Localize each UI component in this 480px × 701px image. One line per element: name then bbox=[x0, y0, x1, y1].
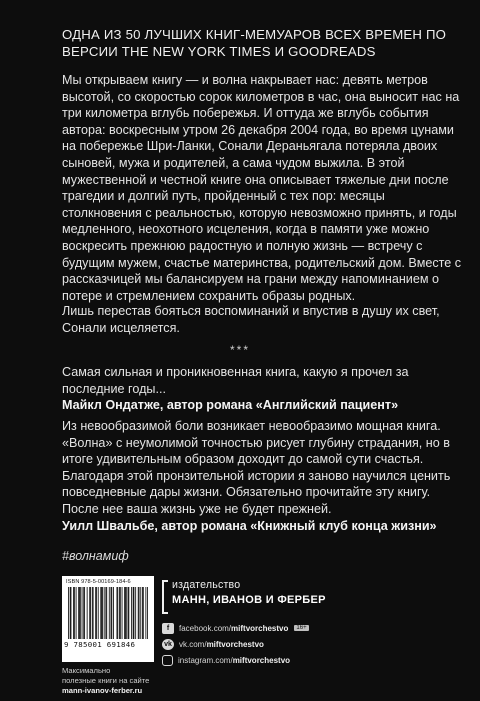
publisher-label: издательство bbox=[172, 579, 241, 591]
barcode-bar bbox=[68, 587, 69, 639]
barcode-bar bbox=[90, 587, 91, 639]
publisher-name: МАНН, ИВАНОВ И ФЕРБЕР bbox=[172, 594, 326, 606]
barcode-bar bbox=[79, 587, 80, 639]
review-quote bbox=[62, 364, 462, 414]
barcode-bar bbox=[145, 587, 146, 639]
barcode-bar bbox=[128, 587, 129, 639]
barcode-bar bbox=[109, 587, 110, 639]
barcode-bar bbox=[131, 587, 132, 639]
barcode-bar bbox=[100, 587, 101, 639]
social-domain: vk.com/ bbox=[179, 639, 207, 649]
barcode-bar bbox=[111, 587, 112, 639]
barcode-bar bbox=[140, 587, 141, 639]
barcode bbox=[62, 576, 154, 662]
hashtag: #волнамиф bbox=[62, 549, 129, 563]
barcode-bar bbox=[98, 587, 99, 639]
barcode-bar bbox=[117, 587, 118, 639]
barcode-bar bbox=[74, 587, 75, 639]
quote-text: Самая сильная и проникновенная книга, какую я прочел за последние годы... bbox=[62, 365, 409, 396]
description-paragraph: Мы открываем книгу — и волна накрывает нас: девять метров высотой, со скоростью сорок километров в час, она выносит нас на три километра вглубь побережья. И оттуда же вглубь события автора: воскресным утром 26 декабря 2004 года, во время цунами на побережье Шри-Ланки, Сонали Дераньягала потеряла двоих сыновей, мужа и родителей, а сама чудом выжила. В этой мужественной и честной книге она описывает тяжелые дни после трагедии и долгий путь, пройденный с тех пор: месяцы столкновения с реальностью, которую невозможно принять, и годы медленного, неохотного исцеления, когда в памяти уже можно воскресить прежнюю радостную и полную жизнь — встречу с будущим мужем, счастье материнства, родительский дом. Вместе с рассказчицей мы балансируем на грани между напоминанием о потере и стремлением сохранить образы родных. bbox=[62, 73, 462, 303]
social-domain: instagram.com/ bbox=[178, 655, 233, 665]
social-link-vk[interactable] bbox=[162, 636, 332, 652]
barcode-bar bbox=[113, 587, 114, 639]
quote-author: Майкл Ондатже, автор романа «Английский пациент» bbox=[62, 398, 399, 413]
headline: ОДНА ИЗ 50 ЛУЧШИХ КНИГ-МЕМУАРОВ ВСЕХ ВРЕМЕН ПО ВЕРСИИ THE NEW YORK TIMES И GOODREADS bbox=[62, 27, 447, 59]
review-quote bbox=[62, 418, 462, 534]
barcode-bar bbox=[133, 587, 134, 639]
site-link[interactable]: mann-ivanov-ferber.ru bbox=[62, 686, 143, 695]
barcode-bar bbox=[124, 587, 125, 639]
vk-icon: vk bbox=[162, 639, 174, 650]
barcode-bar bbox=[95, 587, 96, 639]
barcode-bar bbox=[87, 587, 88, 639]
barcode-bar bbox=[143, 587, 144, 639]
barcode-bar bbox=[102, 587, 103, 639]
barcode-bar bbox=[125, 587, 126, 639]
closing-paragraph: Лишь перестав бояться воспоминаний и впустив в душу их свет, Сонали исцеляется. bbox=[62, 304, 440, 335]
barcode-bar bbox=[84, 587, 85, 639]
section-separator: *** bbox=[229, 343, 250, 357]
barcode-bar bbox=[117, 587, 118, 639]
social-handle: miftvorchestvo bbox=[232, 655, 291, 665]
social-handle: miftvorchestvo bbox=[231, 623, 289, 633]
barcode-bar bbox=[104, 587, 105, 639]
barcode-number: 9 785001 691846 bbox=[64, 640, 136, 649]
barcode-bar bbox=[105, 587, 106, 639]
quote-author: Уилл Швальбе, автор романа «Книжный клуб конца жизни» bbox=[62, 518, 437, 533]
barcode-bar bbox=[142, 587, 143, 639]
barcode-bar bbox=[78, 587, 79, 639]
site-note-line: полезные книги на сайте bbox=[62, 676, 150, 685]
barcode-bar bbox=[70, 587, 71, 639]
publisher-site-note bbox=[62, 666, 182, 696]
social-domain: facebook.com/ bbox=[179, 623, 232, 633]
barcode-bar bbox=[139, 587, 140, 639]
facebook-icon: f bbox=[162, 623, 174, 634]
barcode-bar bbox=[106, 587, 107, 639]
isbn-label: ISBN 978-5-00169-184-6 bbox=[66, 579, 131, 585]
barcode-bar bbox=[80, 587, 81, 639]
barcode-bar bbox=[119, 587, 120, 639]
site-note-line: Максимально bbox=[62, 666, 111, 675]
publisher-logo bbox=[162, 578, 326, 614]
social-handle: miftvorchestvo bbox=[206, 639, 264, 649]
barcode-bar bbox=[147, 587, 148, 639]
barcode-bar bbox=[128, 587, 129, 639]
barcode-bar bbox=[122, 587, 123, 639]
barcode-bars bbox=[68, 587, 148, 639]
barcode-bar bbox=[96, 587, 97, 639]
barcode-bar bbox=[134, 587, 135, 639]
barcode-bar bbox=[71, 587, 72, 639]
barcode-bar bbox=[89, 587, 90, 639]
social-link-facebook[interactable] bbox=[162, 620, 332, 636]
barcode-bar bbox=[126, 587, 127, 639]
barcode-bar bbox=[92, 587, 93, 639]
age-rating-badge: 16+ bbox=[296, 625, 307, 631]
barcode-bar bbox=[120, 587, 121, 639]
barcode-bar bbox=[111, 587, 112, 639]
barcode-bar bbox=[83, 587, 84, 639]
barcode-bar bbox=[93, 587, 94, 639]
barcode-bar bbox=[73, 587, 74, 639]
barcode-bar bbox=[101, 587, 102, 639]
barcode-bar bbox=[135, 587, 136, 639]
social-links bbox=[162, 620, 332, 668]
bracket-icon bbox=[162, 580, 168, 614]
barcode-bar bbox=[138, 587, 139, 639]
barcode-bar bbox=[82, 587, 83, 639]
quote-text: Из невообразимой боли возникает невообразимо мощная книга. «Волна» с неумолимой точностью рисует глубину страдания, но в итоге удивительным образом доходит до самой сути счастья. Благодаря этой пронзительной истории я заново научился ценить повседневные дары жизни. Обязательно прочитайте эту книгу. После нее ваша жизнь уже не будет прежней. bbox=[62, 419, 451, 516]
instagram-icon bbox=[162, 655, 173, 666]
social-link-instagram[interactable] bbox=[162, 652, 332, 668]
barcode-bar bbox=[76, 587, 77, 639]
